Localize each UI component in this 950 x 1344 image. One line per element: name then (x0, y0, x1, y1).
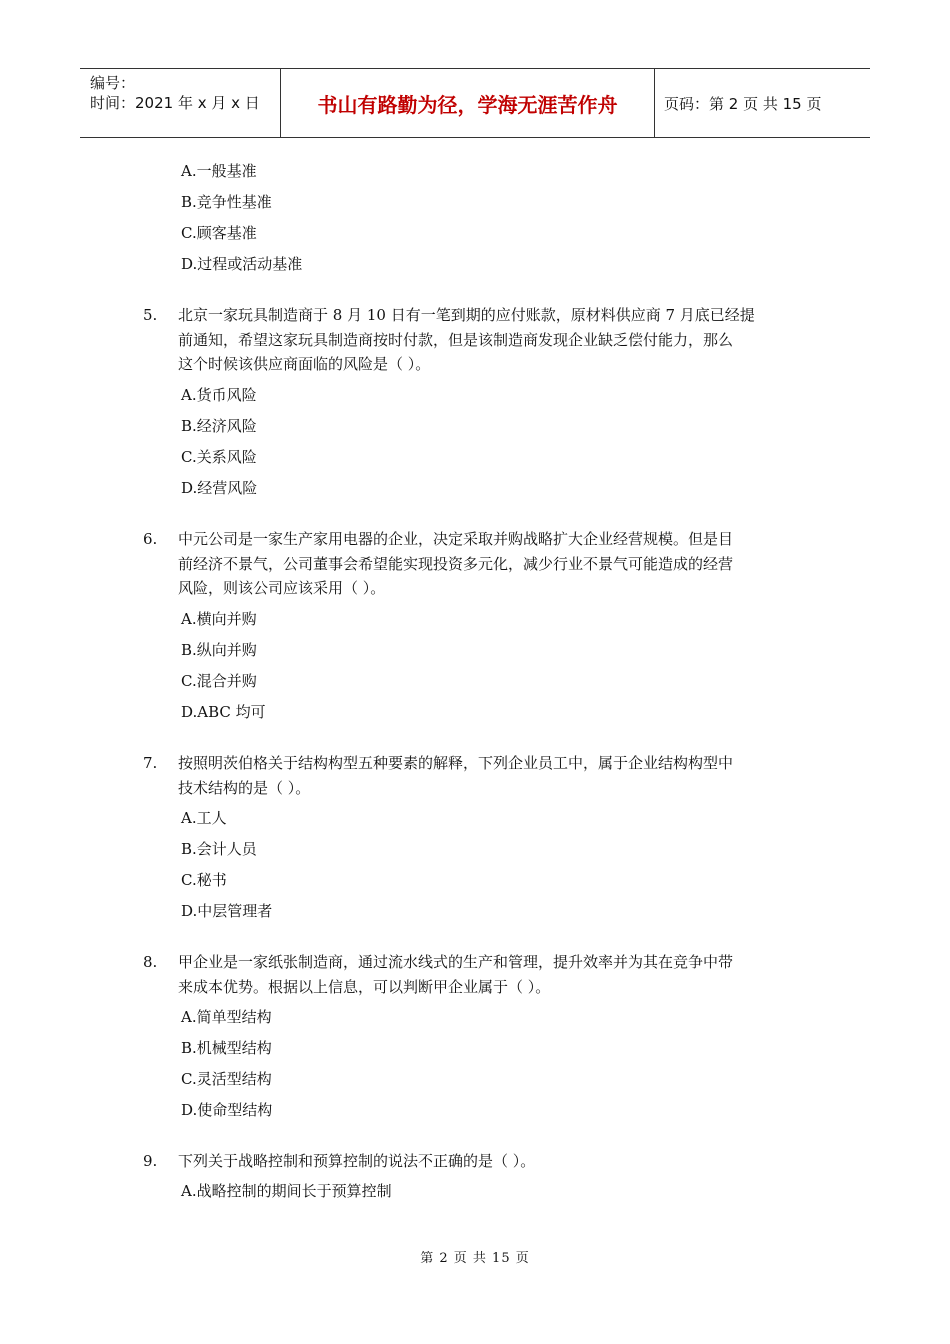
question-number: 9. (143, 1152, 158, 1170)
option: D.ABC 均可 (181, 703, 266, 721)
question-text (178, 303, 808, 377)
question-line: 技术结构的是（ ）。 (178, 778, 311, 797)
document-number-label: 编号： (90, 74, 136, 92)
option: C.顾客基准 (181, 224, 257, 242)
option: A.一般基准 (181, 162, 257, 180)
option: C.秘书 (181, 871, 227, 889)
question-text (178, 1149, 808, 1174)
question-number: 5. (143, 306, 158, 324)
option: A.工人 (181, 809, 227, 827)
option: B.经济风险 (181, 417, 257, 435)
question-line: 前经济不景气，公司董事会希望能实现投资多元化，减少行业不景气可能造成的经营 (178, 554, 734, 573)
option: B.竞争性基准 (181, 193, 272, 211)
question-line: 甲企业是一家纸张制造商，通过流水线式的生产和管理，提升效率并为其在竞争中带 (178, 953, 734, 971)
question-line: 按照明茨伯格关于结构构型五种要素的解释，下列企业员工中，属于企业结构构型中 (178, 754, 734, 772)
option: C.混合并购 (181, 672, 257, 690)
option: B.纵向并购 (181, 641, 257, 659)
question-text (178, 751, 808, 800)
option: D.使命型结构 (181, 1101, 273, 1119)
question-text (178, 527, 808, 601)
option: C.关系风险 (181, 448, 257, 466)
question-text (178, 950, 808, 999)
option: C.灵活型结构 (181, 1070, 272, 1088)
option: B.会计人员 (181, 840, 257, 858)
question-line: 这个时候该供应商面临的风险是（ ）。 (178, 355, 431, 373)
question-line: 前通知，希望这家玩具制造商按时付款，但是该制造商发现企业缺乏偿付能力，那么 (178, 330, 734, 349)
option: D.过程或活动基准 (181, 255, 303, 273)
header-motto: 书山有路勤为径，学海无涯苦作舟 (281, 69, 655, 137)
question-number: 8. (143, 953, 158, 971)
option: A.简单型结构 (181, 1008, 272, 1026)
question-line: 中元公司是一家生产家用电器的企业，决定采取并购战略扩大企业经营规模。但是目 (178, 530, 734, 548)
question-number: 7. (143, 754, 158, 772)
question-line: 风险，则该公司应该采用（ ）。 (178, 579, 386, 597)
page-footer: 第 2 页 共 15 页 (420, 1251, 530, 1266)
option: B.机械型结构 (181, 1039, 272, 1057)
page-header (80, 68, 870, 138)
option: A.货币风险 (181, 386, 257, 404)
option: D.经营风险 (181, 479, 258, 497)
question-line: 北京一家玩具制造商于 8 月 10 日有一笔到期的应付账款，原材料供应商 7 月底已经提 (178, 306, 755, 324)
question-line: 来成本优势。根据以上信息，可以判断甲企业属于（ ）。 (178, 977, 551, 996)
option: A.战略控制的期间长于预算控制 (181, 1182, 392, 1200)
header-page-code: 页码：第 2 页 共 15 页 (664, 94, 822, 113)
question-line: 下列关于战略控制和预算控制的说法不正确的是（ ）。 (178, 1152, 536, 1170)
document-date: 时间：2021 年 x 月 x 日 (90, 94, 260, 112)
option: D.中层管理者 (181, 902, 273, 920)
option: A.横向并购 (181, 610, 257, 628)
question-number: 6. (143, 530, 158, 548)
header-meta (80, 69, 281, 137)
